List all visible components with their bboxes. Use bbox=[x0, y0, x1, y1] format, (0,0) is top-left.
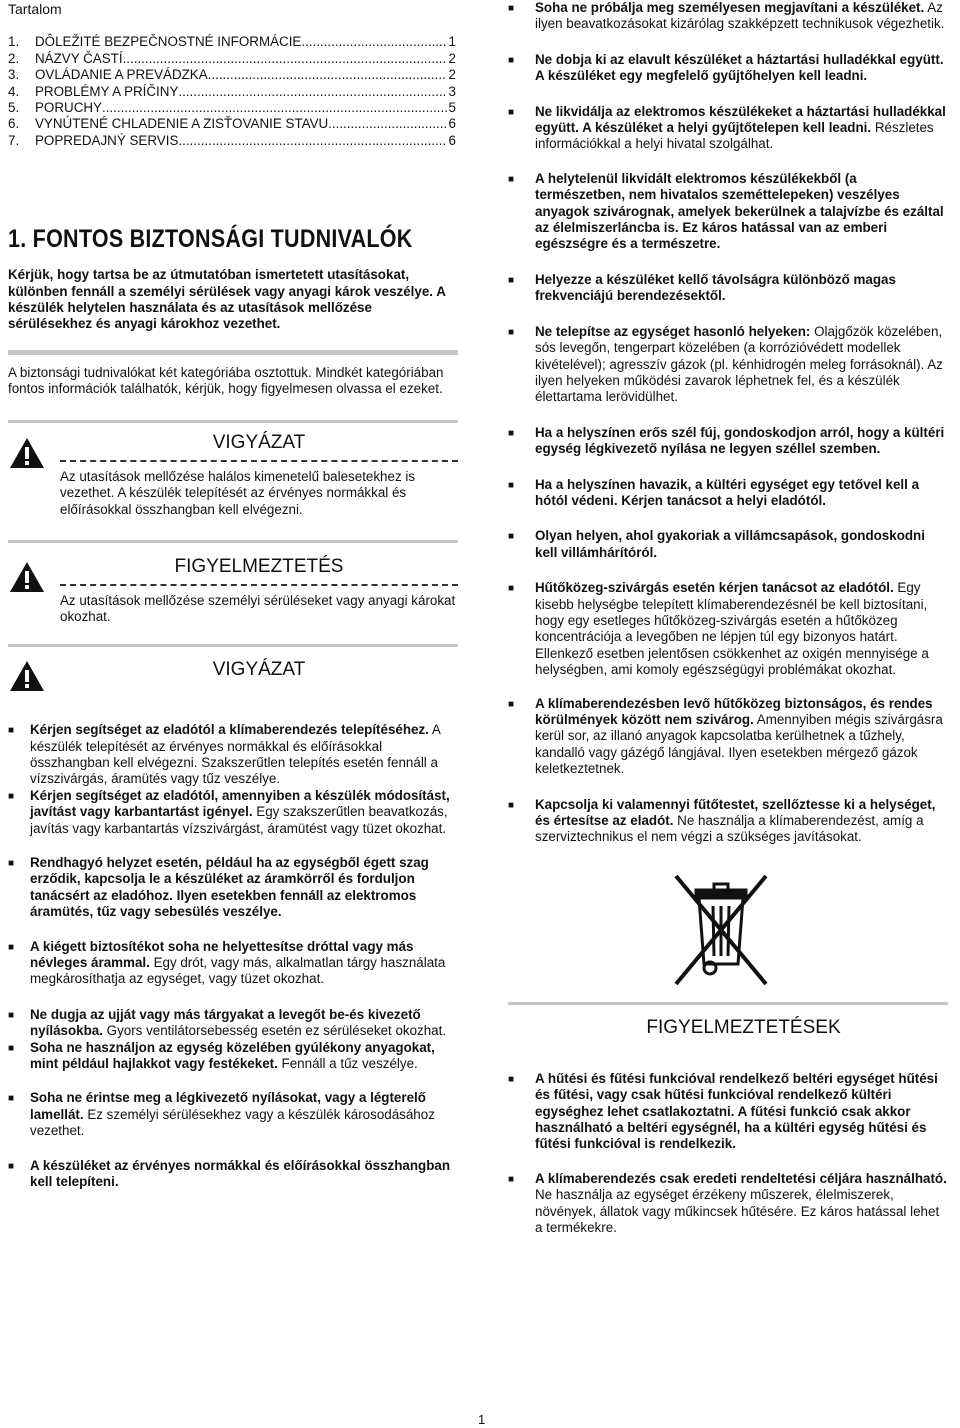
table-of-contents bbox=[8, 34, 458, 149]
bullet-icon bbox=[508, 1171, 535, 1237]
list-item-text bbox=[535, 1171, 948, 1237]
list-item bbox=[8, 1158, 458, 1191]
toc-number: 6. bbox=[8, 116, 20, 132]
list-item bbox=[508, 272, 948, 305]
list-item-bold: Ne dugja az ujját vagy más tárgyakat a levegőt be-és kivezető nyílásokba. bbox=[30, 1006, 421, 1039]
right-column bbox=[508, 0, 948, 1237]
list-item bbox=[508, 797, 948, 846]
dashed-divider bbox=[60, 584, 458, 586]
list-item-text bbox=[535, 425, 948, 458]
page-number: 1 bbox=[478, 1412, 486, 1427]
toc-number: 1. bbox=[8, 34, 20, 50]
list-item bbox=[8, 939, 458, 988]
toc-number: 5. bbox=[8, 100, 20, 116]
bullet-icon bbox=[508, 528, 535, 561]
list-item-text bbox=[535, 104, 948, 153]
divider bbox=[8, 420, 458, 423]
list-item-bold: A helytelenül likvidált elektromos készülékekből (a természetben, nem hivatalos szeméttelepeken) veszélyes anyagok szivárognak, amelyek bekerülnek a talajvízbe és ezáltal az élelmiszerláncba is. Ez káros hatással van az emberi egészségre és a természetre. bbox=[535, 170, 944, 252]
toc-label: PROBLÉMY A PRÍČINY bbox=[35, 83, 179, 99]
bullet-icon bbox=[8, 1007, 30, 1040]
list-item bbox=[8, 788, 458, 837]
list-item-bold: A klímaberendezés csak eredeti rendeltetési céljára használható. bbox=[535, 1170, 947, 1186]
section-intro: Kérjük, hogy tartsa be az útmutatóban ismertetett utasításokat, különben fennáll a személyi sérülések vagy anyagi károk veszélye. A készülék helytelen használata és az utasítások mellőzése sérülésekhez és anyagi károkhoz vezethet. bbox=[8, 267, 446, 332]
list-item-bold: Soha ne próbálja meg személyesen megjavítani a készüléket. bbox=[535, 0, 925, 15]
dashed-divider bbox=[60, 460, 458, 462]
list-item-normal: Egy szakszerűtlen beavatkozás, javítás vagy karbantartás vízszivárgást, áramütést vagy tüzet okozhat. bbox=[30, 804, 448, 836]
list-item-normal: Ez személyi sérülésekhez vagy a készülék károsodásához vezethet. bbox=[30, 1106, 435, 1139]
list-item-text bbox=[30, 1090, 458, 1139]
list-item-text bbox=[535, 580, 948, 678]
list-item bbox=[508, 1171, 948, 1237]
list-item-bold: A kiégett biztosítékot soha ne helyettesítse dróttal vagy más névleges árammal. bbox=[30, 938, 414, 970]
toc-page: 3 bbox=[448, 83, 456, 99]
toc-item[interactable] bbox=[8, 34, 456, 50]
list-item-normal: Egy drót, vagy más, alkalmatlan tárgy használata megkárosíthatja az egységet, vagy tüzet okozhat. bbox=[30, 955, 446, 987]
right-bullet-list bbox=[508, 0, 948, 846]
toc-leader bbox=[102, 100, 447, 116]
toc-label: POPREDAJNÝ SERVIS bbox=[35, 132, 179, 148]
bullet-icon bbox=[8, 1158, 30, 1191]
toc-title: Tartalom bbox=[8, 1, 62, 17]
toc-item[interactable] bbox=[8, 116, 456, 132]
toc-leader bbox=[178, 133, 446, 149]
list-item-text bbox=[535, 272, 948, 305]
list-item-normal: Amennyiben mégis szivárgásra kerül sor, az illanó anyagok kapcsolatba kerülhetnek a tűzhely, kandalló vagy gázégő lángjával. Ilyen esetekben mérgező gázok keletkeztetnek. bbox=[535, 712, 943, 777]
toc-page: 6 bbox=[448, 116, 456, 132]
list-item bbox=[508, 1071, 948, 1153]
toc-page: 5 bbox=[448, 100, 456, 116]
toc-item[interactable] bbox=[8, 51, 456, 67]
list-item-text bbox=[30, 1040, 458, 1073]
bullet-icon bbox=[508, 797, 535, 846]
list-item-text bbox=[30, 1007, 458, 1040]
list-item-bold: Soha ne használjon az egység közelében gyúlékony anyagokat, mint például hajlakkot vagy festékeket. bbox=[30, 1039, 435, 1072]
toc-label: VYNÚTENÉ CHLADENIE A ZISŤOVANIE STAVU bbox=[35, 116, 329, 132]
toc-leader bbox=[301, 34, 446, 50]
bullet-icon bbox=[508, 272, 535, 305]
list-item-text bbox=[535, 1071, 948, 1153]
list-item-text bbox=[535, 528, 948, 561]
toc-leader bbox=[123, 51, 447, 67]
list-item-bold: Hűtőközeg-szivárgás esetén kérjen tanácsot az eladótól. bbox=[535, 580, 894, 596]
list-item-bold: A készüléket az érvényes normákkal és előírásokkal összhangban kell telepíteni. bbox=[30, 1157, 451, 1190]
list-item-normal: Ne használja az egységet érzékeny műszerek, élelmiszerek, növények, állatok vagy műkincsek hűtésére. Ez káros hatással lehet a termékekre. bbox=[535, 1187, 940, 1236]
list-item-bold: Kapcsolja ki valamennyi fűtőtestet, szellőztesse ki a helységet, és értesítse az eladót. bbox=[535, 796, 936, 829]
list-item-normal: A készülék telepítését az érvényes normákkal és előírásokkal összhangban kell elvégezni. Szakszerűtlen telepítés esetén fennáll a vízszivárgás, áramütés vagy tűz veszélye. bbox=[30, 722, 441, 787]
vigyazat-heading-2: VIGYÁZAT bbox=[212, 658, 306, 680]
list-item-normal: Egy kisebb helységbe telepített klímaberendezésnél be kell biztosítani, hogy egy esetleges hűtőközeg-szivárgás esetén a hűtőközeg koncentrációja a levegőben ne lépjen túl egy bizonyos határt. Ellenkező esetben jelentősen csökkenhet az oxigén mennyisége a helységben, ami komoly egészségügyi problémákat okozhat. bbox=[535, 580, 929, 678]
toc-label: DÔLEŽITÉ BEZPEČNOSTNÉ INFORMÁCIE bbox=[35, 34, 302, 50]
divider bbox=[8, 644, 458, 647]
list-item-bold: Olyan helyen, ahol gyakoriak a villámcsapások, gondoskodni kell villámhárítóról. bbox=[535, 528, 925, 560]
list-item-normal: Gyors ventilátorsebesség esetén ez sérüléseket okozhat. bbox=[102, 1023, 447, 1039]
list-item-bold: A klímaberendezésben levő hűtőközeg biztonságos, és rendes körülmények között nem szivárog. bbox=[535, 695, 933, 727]
list-item bbox=[8, 855, 458, 921]
warning-triangle-icon bbox=[8, 556, 60, 626]
toc-leader bbox=[328, 116, 446, 132]
bullet-icon bbox=[508, 477, 535, 510]
list-item-bold: Kérjen segítséget az eladótól, amennyiben a készülék módosítást, javítást vagy karbantartást igényel. bbox=[30, 787, 450, 820]
list-item-text bbox=[535, 696, 948, 778]
figyelmeztetesek-block bbox=[508, 1017, 948, 1039]
bullet-icon bbox=[508, 171, 535, 253]
list-item-bold: Soha ne érintse meg a légkivezető nyílásokat, vagy a légterelő lamellát. bbox=[30, 1090, 426, 1122]
toc-leader bbox=[208, 67, 447, 83]
toc-item[interactable] bbox=[8, 100, 456, 116]
toc-label: OVLÁDANIE A PREVÁDZKA bbox=[35, 67, 208, 83]
list-item-bold: Ne telepítse az egységet hasonló helyeken: bbox=[535, 323, 811, 339]
list-item bbox=[508, 52, 948, 85]
bullet-icon bbox=[508, 580, 535, 678]
vigyazat-block-2 bbox=[8, 659, 458, 697]
list-item-text bbox=[30, 788, 458, 837]
list-item bbox=[508, 696, 948, 778]
vigyazat-heading: VIGYÁZAT bbox=[212, 431, 306, 453]
toc-item[interactable] bbox=[8, 67, 456, 83]
toc-number: 2. bbox=[8, 50, 20, 66]
list-item bbox=[8, 1040, 458, 1073]
list-item-text bbox=[30, 1158, 458, 1191]
vigyazat-block bbox=[8, 432, 458, 518]
toc-item[interactable] bbox=[8, 84, 456, 100]
section-title: 1. FONTOS BIZTONSÁGI TUDNIVALÓK bbox=[8, 225, 413, 254]
list-item-normal: Olajgőzök közelében, sós levegőn, tengerpart közelében (a korrózióvédett modellek kivételével); agresszív gázok (pl. kénhidrogén meleg forrásoknál). Az ilyen helyeken működési zavarok léphetnek fel, és a készülék élettartama lerövidülhet. bbox=[535, 323, 943, 405]
bullet-icon bbox=[8, 855, 30, 921]
figyelmeztetes-text: Az utasítások mellőzése személyi sérüléseket vagy anyagi károkat okozhat. bbox=[60, 592, 456, 625]
left-bullet-list bbox=[8, 722, 458, 1190]
list-item-normal: Részletes információkkal a helyi hivatal szolgálhat. bbox=[535, 120, 934, 152]
list-item-text bbox=[535, 171, 948, 253]
list-item-bold: Ha a helyszínen erős szél fúj, gondoskodjon arról, hogy a kültéri egység légkivezető nyílása ne legyen széllel szemben. bbox=[535, 424, 945, 457]
bullet-icon bbox=[508, 324, 535, 406]
list-item-text bbox=[535, 52, 948, 85]
left-column bbox=[8, 0, 458, 1190]
bullet-icon bbox=[508, 0, 535, 33]
list-item bbox=[8, 1090, 458, 1139]
notice-bullet-list bbox=[508, 1071, 948, 1237]
toc-label: PORUCHY bbox=[35, 100, 102, 116]
list-item bbox=[508, 171, 948, 253]
weee-crossed-bin-icon bbox=[666, 868, 776, 996]
toc-page: 2 bbox=[448, 67, 456, 83]
figyelmeztetes-heading: FIGYELMEZTETÉS bbox=[174, 555, 344, 577]
list-item bbox=[508, 0, 948, 33]
categories-text: A biztonsági tudnivalókat két kategóriába osztottuk. Mindkét kategóriában fontos információk találhatók, kérjük, hogy figyelmesen olvassa el ezeket. bbox=[8, 364, 444, 397]
toc-item[interactable] bbox=[8, 133, 456, 149]
toc-page: 6 bbox=[448, 132, 456, 148]
warning-triangle-icon bbox=[8, 659, 60, 697]
toc-number: 7. bbox=[8, 132, 20, 148]
list-item-bold: Ha a helyszínen havazik, a kültéri egységet egy tetővel kell a hótól védeni. Kérjen tanácsot a helyi eladótól. bbox=[535, 476, 920, 508]
list-item-text bbox=[535, 797, 948, 846]
list-item bbox=[508, 425, 948, 458]
list-item-bold: Rendhagyó helyzet esetén, például ha az egységből égett szag erződik, kapcsolja le a készüléket az áramkörről és forduljon tanácsért az eladóhoz. Ilyen esetekben fennáll az elektromos áramütés, tűz vagy sebesülés veszélye. bbox=[30, 854, 429, 920]
warning-triangle-icon bbox=[8, 432, 60, 518]
list-item-text bbox=[30, 722, 458, 788]
toc-number: 3. bbox=[8, 67, 20, 83]
bullet-icon bbox=[508, 696, 535, 778]
list-item-text bbox=[535, 0, 948, 33]
toc-label: NÁZVY ČASTÍ bbox=[35, 50, 123, 66]
list-item-bold: Kérjen segítséget az eladótól a klímaberendezés telepítéséhez. bbox=[30, 722, 429, 738]
list-item-normal: Fennáll a tűz veszélye. bbox=[277, 1056, 418, 1072]
list-item-normal: Ne használja a klímaberendezést, amíg a szerviztechnikus el nem végzi a szükséges javításokat. bbox=[535, 813, 924, 845]
divider bbox=[508, 1002, 948, 1005]
list-item-bold: Ne dobja ki az elavult készüléket a háztartási hulladékkal együtt. A készüléket egy megfelelő gyűjtőhelyen kell leadni. bbox=[535, 51, 944, 84]
list-item-text bbox=[535, 324, 948, 406]
toc-page: 2 bbox=[448, 50, 456, 66]
list-item-normal: Az ilyen beavatkozásokat kizárólag szakképzett technikusok végezhetik. bbox=[535, 0, 945, 32]
list-item-bold: A hűtési és fűtési funkcióval rendelkező beltéri egységet hűtési és fűtési, vagy csak hűtési funkcióval rendelkező kültéri egységhez lehet csatlakoztatni. A fűtési funkció csak akkor használható a beltéri egységnél, ha a kültéri egység hűtési és fűtési funkcióval is rendelkezik. bbox=[535, 1070, 938, 1152]
toc-page: 1 bbox=[448, 34, 456, 50]
vigyazat-text: Az utasítások mellőzése halálos kimenetelű balesetekhez is vezethet. A készülék telepítését az érvényes normákkal és előírásokkal összhangban kell elvégezni. bbox=[60, 468, 416, 517]
bullet-icon bbox=[8, 1090, 30, 1139]
bullet-icon bbox=[8, 939, 30, 988]
list-item-bold: Helyezze a készüléket kellő távolságra különböző magas frekvenciájú berendezésektől. bbox=[535, 271, 896, 304]
list-item-text bbox=[535, 477, 948, 510]
list-item bbox=[508, 324, 948, 406]
list-item bbox=[508, 528, 948, 561]
bullet-icon bbox=[8, 722, 30, 788]
figyelmeztetes-block bbox=[8, 556, 458, 626]
list-item bbox=[508, 580, 948, 678]
divider bbox=[8, 350, 458, 355]
figyelmeztetesek-heading: FIGYELMEZTETÉSEK bbox=[646, 1016, 841, 1038]
bullet-icon bbox=[8, 1040, 30, 1073]
list-item bbox=[508, 477, 948, 510]
list-item-bold: Ne likvidálja az elektromos készülékeket a háztartási hulladékkal együtt. A készüléket a helyi gyűjtőtelepen kell leadni. bbox=[535, 103, 946, 136]
bullet-icon bbox=[508, 104, 535, 153]
list-item bbox=[8, 1007, 458, 1040]
divider bbox=[8, 540, 458, 543]
bullet-icon bbox=[508, 52, 535, 85]
list-item bbox=[508, 104, 948, 153]
bullet-icon bbox=[508, 425, 535, 458]
toc-number: 4. bbox=[8, 83, 20, 99]
list-item-text bbox=[30, 939, 458, 988]
toc-leader bbox=[178, 84, 446, 100]
list-item bbox=[8, 722, 458, 788]
bullet-icon bbox=[508, 1071, 535, 1153]
bullet-icon bbox=[8, 788, 30, 837]
list-item-text bbox=[30, 855, 458, 921]
